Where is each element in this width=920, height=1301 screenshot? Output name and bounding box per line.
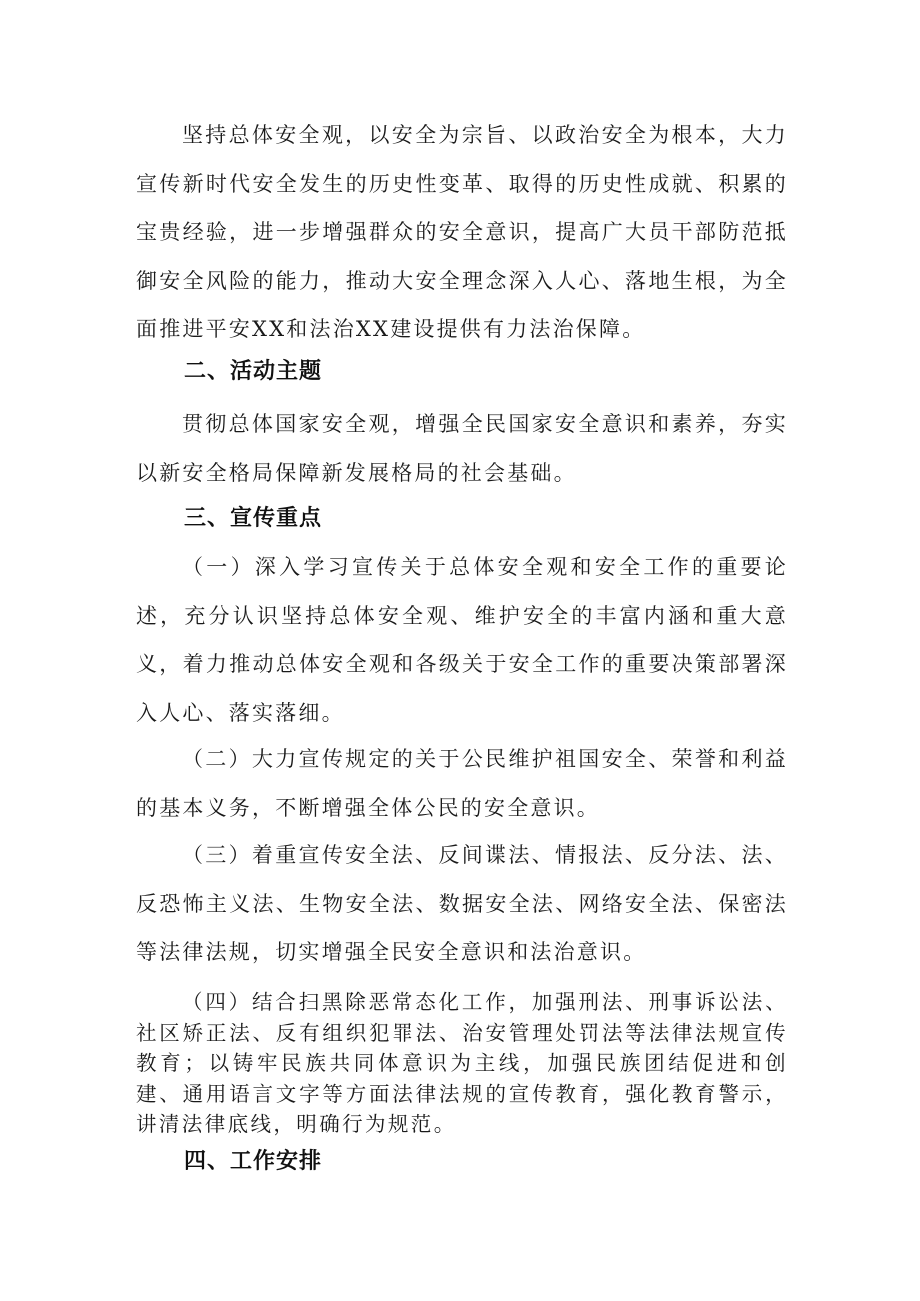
publicity-item-4: （四）结合扫黑除恶常态化工作，加强刑法、刑事诉讼法、社区矫正法、反有组织犯罪法、治安管理处罚法等法律法规宣传教育；以铸牢民族共同体意识为主线，加强民族团结促进和创建、通用语言文字等方面法律法规的宣传教育，强化教育警示，讲清法律底线，明确行为规范。 [136,990,788,1136]
publicity-item-2: （二）大力宣传规定的关于公民维护祖国安全、荣誉和利益的基本义务，不断增强全体公民的安全意识。 [136,747,788,820]
intro-paragraph: 坚持总体安全观，以安全为宗旨、以政治安全为根本，大力宣传新时代安全发生的历史性变革、取得的历史性成就、积累的宝贵经验，进一步增强群众的安全意识，提高广大员干部防范抵御安全风险的能力，推动大安全理念深入人心、落地生根，为全面推进平安XX和法治XX建设提供有力法治保障。 [136,123,788,341]
section-heading-publicity-focus: 三、宣传重点 [184,506,323,531]
publicity-item-1: （一）深入学习宣传关于总体安全观和安全工作的重要论述，充分认识坚持总体安全观、维护安全的丰富内涵和重大意义，着力推动总体安全观和各级关于安全工作的重要决策部署深入人心、落实落细。 [136,555,788,725]
section-heading-work-arrangement: 四、工作安排 [184,1149,323,1174]
activity-theme-paragraph: 贯彻总体国家安全观，增强全民国家安全意识和素养，夯实以新安全格局保障新发展格局的社会基础。 [136,412,788,485]
section-heading-activity-theme: 二、活动主题 [184,359,323,384]
publicity-item-3: （三）着重宣传安全法、反间谍法、情报法、反分法、法、反恐怖主义法、生物安全法、数据安全法、网络安全法、保密法等法律法规，切实增强全民安全意识和法治意识。 [136,843,788,964]
